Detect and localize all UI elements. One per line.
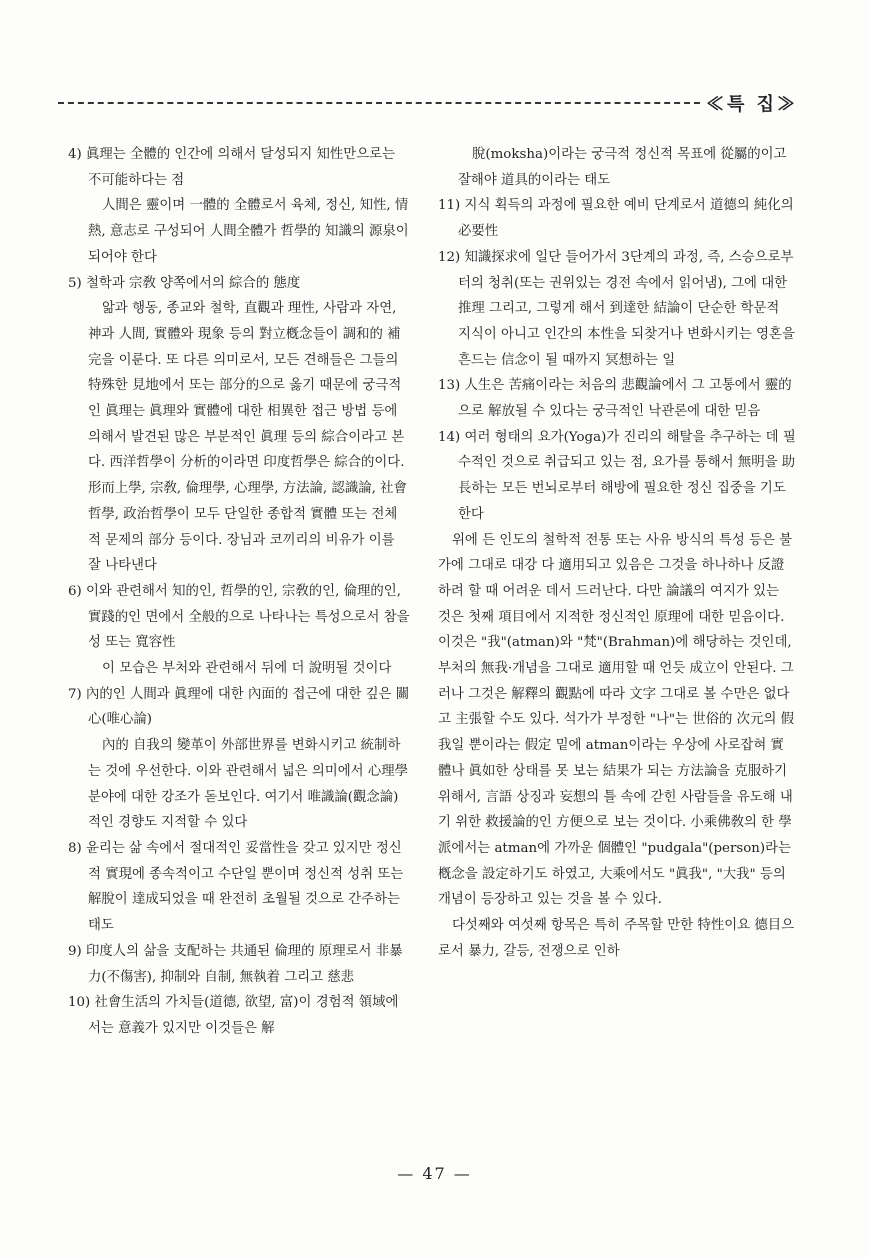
right-paragraph-1: 위에 든 인도의 철학적 전통 또는 사유 방식의 특성 등은 불가에 그대로 대강 다 適用되고 있음은 그것을 하나하나 反證하려 할 때 어려운 데서 드러난다. 다만 論議의 여지가 있는 것은 첫째 項目에서 지적한 정신적인 原理에 대한 믿음이다. 이것은 "我"(atman)와 "梵"(Brahman)에 해당하는 것인데, 부처의 無我·개념을 그대로 適用할 때 언듯 成立이 안된다. 그러나 그것은 解釋의 觀點에 따라 文字 그대로 볼 수만은 없다고 主張할 수도 있다. 석가가 부정한 "나"는 世俗的 次元의 假我일 뿐이라는 假定 밑에 atman이라는 우상에 사로잡혀 實體나 眞如한 상태를 못 보는 結果가 되는 方法論을 克服하기 위해서, 言語 상징과 妄想의 틀 속에 갇힌 사람들을 유도해 내기 위한 救援論的인 方便으로 보는 것이다. 小乘佛敎의 한 學派에서는 atman에 가까운 個體인 "pudgala"(person)라는 槪念을 設定하기도 하였고, 大乘에서도 "眞我", "大我" 등의 개념이 등장하고 있는 것을 볼 수 있다. xyxy=(438,532,795,908)
page-number: — 47 — xyxy=(397,1164,472,1183)
right-paragraph-2: 다섯째와 여섯째 항목은 특히 주목할 만한 特性이요 德目으로서 暴力, 갈등, 전쟁으로 인하 xyxy=(438,918,795,959)
right-item-11: 11) 지식 획득의 과정에 필요한 예비 단계로서 道德의 純化의 必要性 xyxy=(438,198,794,240)
left-item-5: 5) 철학과 宗敎 양쪽에서의 綜合的 態度 xyxy=(68,275,301,291)
left-item-10: 10) 社會生活의 가치들(道德, 欲望, 富)이 경험적 領域에서는 意義가 있지만 이것들은 解 xyxy=(68,995,399,1036)
left-item-7: 7) 內的인 人間과 眞理에 대한 內面的 접근에 대한 깊은 關心(唯心論) xyxy=(68,686,410,728)
page-header xyxy=(58,88,798,118)
right-item-14: 14) 여러 형태의 요가(Yoga)가 진리의 해탈을 추구하는 데 필수적인 것으로 취급되고 있는 점, 요가를 통해서 無明을 助長하는 모든 번뇌로부터 해방에 필요한 정신 집중을 기도한다 xyxy=(438,429,796,522)
right-item-13: 13) 人生은 苦痛이라는 처음의 悲觀論에서 그 고통에서 靈的으로 解放될 수 있다는 궁극적인 낙관론에 대한 믿음 xyxy=(438,378,792,420)
right-item-10-continued: 脫(moksha)이라는 궁극적 정신적 목표에 從屬的이고 잘해야 道具的이라는 태도 xyxy=(458,147,787,188)
right-item-12: 12) 知識探求에 일단 들어가서 3단계의 과정, 즉, 스승으로부터의 청취(또는 권위있는 경전 속에서 읽어냄), 그에 대한 推理 그리고, 그렇게 해서 到達한 結論이 단순한 학문적 지식이 아니고 인간의 本性을 되찾거나 변화시키는 영혼을 흔드는 信念이 될 때까지 冥想하는 일 xyxy=(438,249,795,368)
left-item-4-body: 人間은 靈이며 一體的 全體로서 육체, 정신, 知性, 情熱, 意志로 구성되어 人間全體가 哲學的 知識의 源泉이 되어야 한다 xyxy=(88,198,409,265)
left-column xyxy=(68,142,410,1042)
left-item-4: 4) 眞理는 全體的 인간에 의해서 달성되지 知性만으로는 不可能하다는 점 xyxy=(68,147,396,188)
left-item-6-body: 이 모습은 부처와 관련해서 뒤에 더 說明될 것이다 xyxy=(102,661,392,677)
left-item-9: 9) 印度人의 삶을 支配하는 共通된 倫理的 原理로서 非暴力(不傷害), 抑制와 自制, 無執着 그리고 慈悲 xyxy=(68,943,403,985)
header-dashed-rule xyxy=(58,102,700,104)
section-label: ≪특 집≫ xyxy=(705,94,798,115)
left-item-6: 6) 이와 관련해서 知的인, 哲學的인, 宗敎的인, 倫理的인, 實踐的인 면에서 全般的으로 나타나는 특성으로서 참을성 또는 寬容性 xyxy=(68,583,410,651)
left-item-8: 8) 윤리는 삶 속에서 절대적인 妥當性을 갖고 있지만 정신적 實現에 종속적이고 수단일 뿐이며 정신적 성취 또는 解脫이 達成되었을 때 완전히 초월될 것으로 간주하는 태도 xyxy=(68,840,404,934)
left-item-7-body: 內的 自我의 變革이 外部世界를 변화시키고 統制하는 것에 우선한다. 이와 관련해서 넓은 의미에서 心理學 분야에 대한 강조가 돋보인다. 여기서 唯識論(觀念論)적인 경향도 지적할 수 있다 xyxy=(88,738,408,831)
right-column xyxy=(438,142,796,965)
left-item-5-body: 앎과 행동, 종교와 철학, 直觀과 理性, 사람과 자연, 神과 人間, 實體와 現象 등의 對立槪念들이 調和的 補完을 이룬다. 또 다른 의미로서, 모든 견해들은 그들의 特殊한 見地에서 또는 部分的으로 옳기 때문에 궁극적인 眞理는 眞理와 實體에 대한 相異한 접근 방법 등에 의해서 발견된 많은 부분적인 眞理 등의 綜合이라고 본다. 西洋哲學이 分析的이라면 印度哲學은 綜合的이다. 形而上學, 宗敎, 倫理學, 心理學, 方法論, 認識論, 社會哲學, 政治哲學이 모두 단일한 종합적 實體 또는 전체적 문제의 部分 등이다. 장님과 코끼리의 비유가 이를 잘 나타낸다 xyxy=(88,301,407,574)
